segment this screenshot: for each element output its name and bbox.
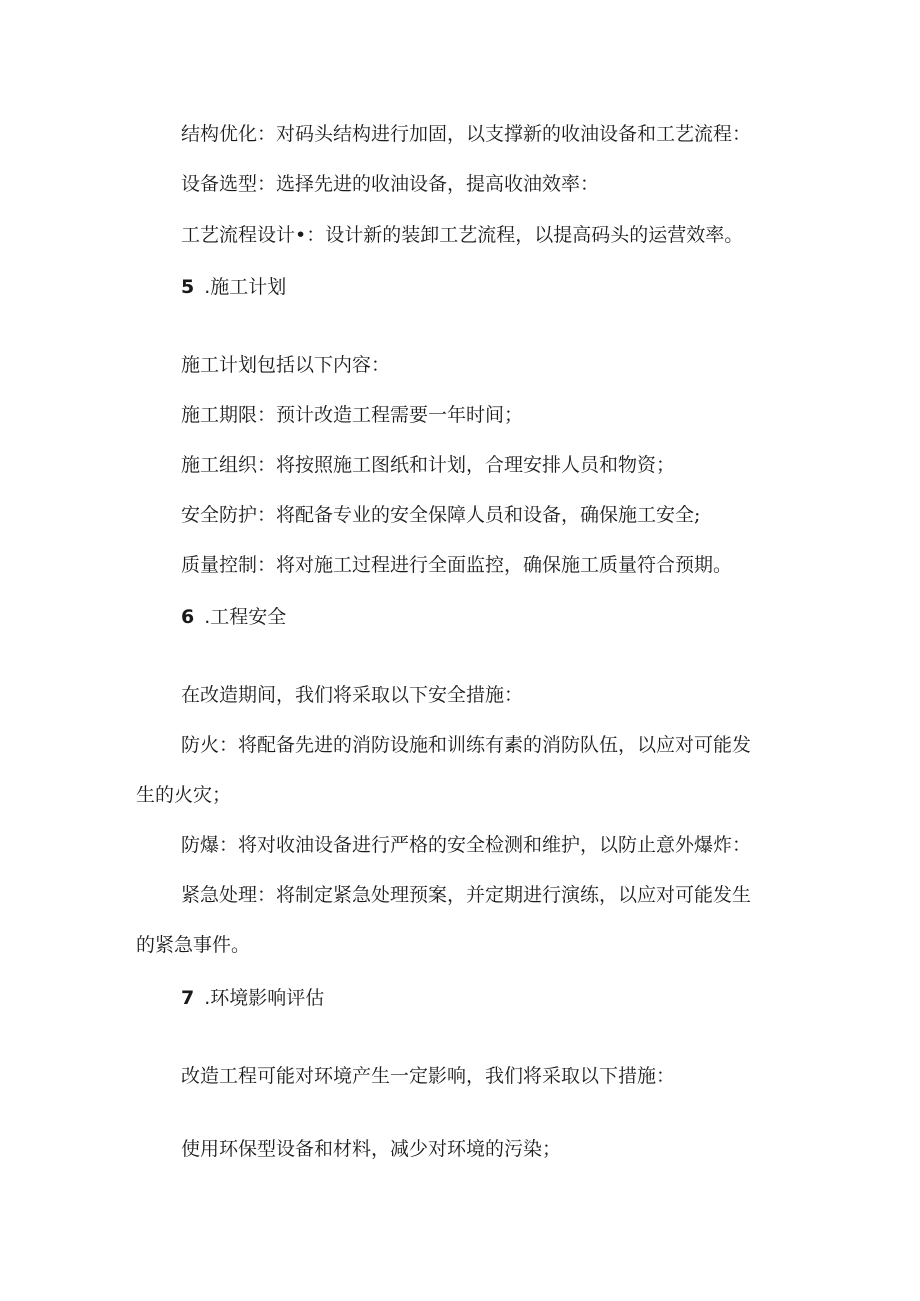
paragraph-eco-materials: 使用环保型设备和材料，减少对环境的污染； — [181, 1138, 562, 1160]
paragraph-structure-optimization: 结构优化：对码头结构进行加固，以支撑新的收油设备和工艺流程： — [181, 123, 752, 145]
paragraph-fire-prevention-cont: 生的火灾； — [136, 784, 232, 806]
paragraph-equipment-selection: 设备选型：选择先进的收油设备，提高收油效率： — [181, 173, 600, 195]
paragraph-fire-prevention: 防火：将配备先进的消防设施和训练有素的消防队伍，以应对可能发 — [181, 734, 752, 756]
paragraph-environment-intro: 改造工程可能对环境产生一定影响，我们将采取以下措施： — [181, 1065, 676, 1087]
section-title: .施工计划 — [204, 276, 287, 298]
paragraph-safety-intro: 在改造期间，我们将采取以下安全措施： — [181, 684, 524, 706]
paragraph-quality-control: 质量控制：将对施工过程进行全面监控，确保施工质量符合预期。 — [181, 554, 733, 576]
section-heading-6 — [181, 604, 286, 630]
section-number: 6 — [181, 606, 195, 628]
section-number: 7 — [181, 987, 195, 1009]
paragraph-safety-protection: 安全防护：将配备专业的安全保障人员和设备，确保施工安全; — [181, 504, 701, 526]
section-title: .环境影响评估 — [204, 987, 325, 1009]
paragraph-process-design: 工艺流程设计•：设计新的装卸工艺流程，以提高码头的运营效率。 — [181, 224, 744, 246]
section-heading-7 — [181, 985, 324, 1011]
paragraph-organization: 施工组织：将按照施工图纸和计划，合理安排人员和物资； — [181, 454, 676, 476]
paragraph-explosion-prevention: 防爆：将对收油设备进行严格的安全检测和维护，以防止意外爆炸： — [181, 834, 752, 856]
section-title: .工程安全 — [204, 606, 287, 628]
section-heading-5 — [181, 274, 286, 300]
paragraph-emergency: 紧急处理：将制定紧急处理预案，并定期进行演练，以应对可能发生 — [181, 884, 752, 906]
paragraph-schedule: 施工期限：预计改造工程需要一年时间； — [181, 404, 524, 426]
paragraph-emergency-cont: 的紧急事件。 — [136, 934, 251, 956]
section-number: 5 — [181, 276, 195, 298]
paragraph-plan-intro: 施工计划包括以下内容： — [181, 354, 391, 376]
